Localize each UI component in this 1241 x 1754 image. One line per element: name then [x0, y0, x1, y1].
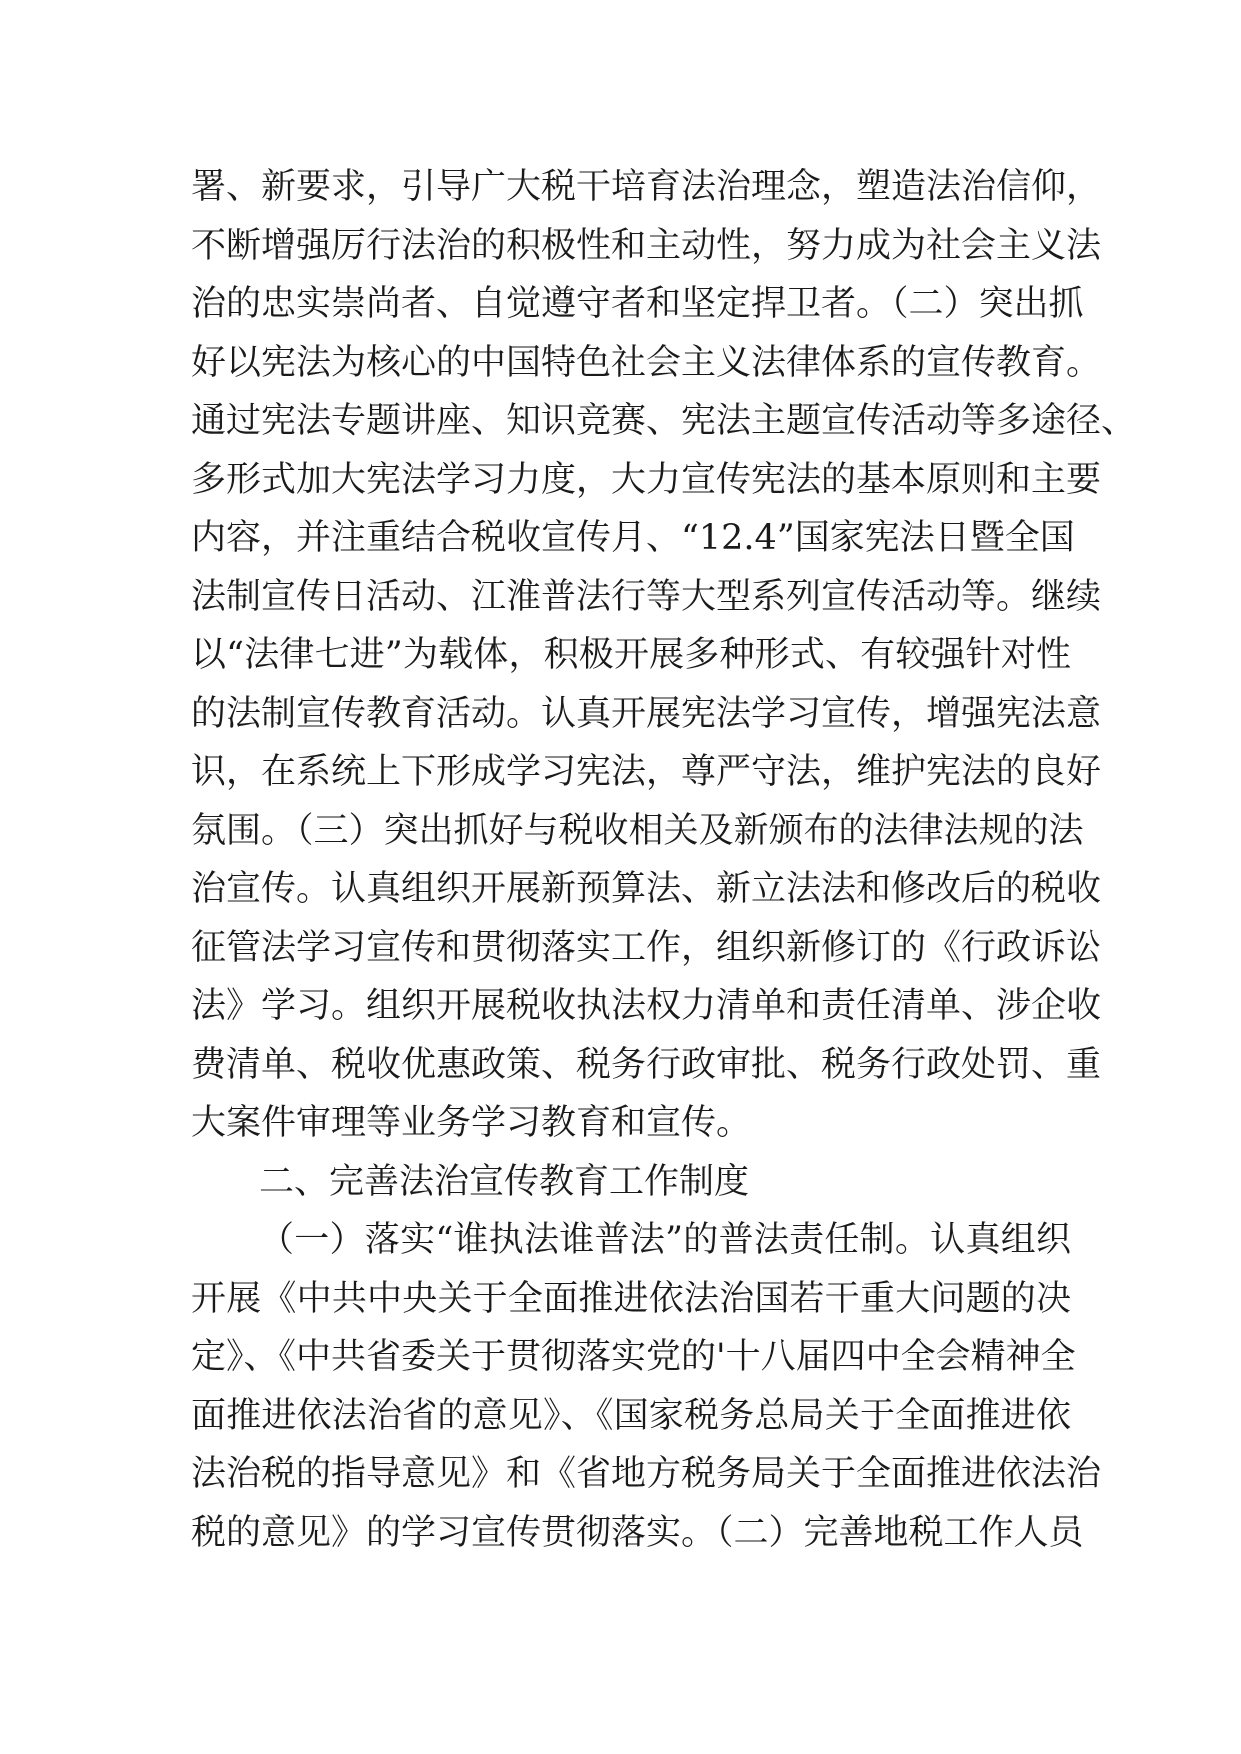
text-line: 法治税的指导意见》和《省地方税务局关于全面推进依法治	[191, 1454, 1102, 1494]
text-line: 以“法律七进”为载体，积极开展多种形式、有较强针对性	[191, 635, 1071, 675]
text-line: 多形式加大宪法学习力度，大力宣传宪法的基本原则和主要	[191, 459, 1102, 500]
text-line: 法制宣传日活动、江淮普法行等大型系列宣传活动等。继续	[191, 576, 1102, 617]
text-line: 识，在系统上下形成学习宪法，尊严守法，维护宪法的良好	[191, 752, 1102, 792]
text-line: 通过宪法专题讲座、知识竞赛、宪法主题宣传活动等多途径、	[191, 401, 1137, 441]
section-heading: 二、完善法治宣传教育工作制度	[259, 1161, 750, 1202]
text-line: 不断增强厉行法治的积极性和主动性，努力成为社会主义法	[191, 225, 1102, 266]
text-line: 法》学习。组织开展税收执法权力清单和责任清单、涉企收	[191, 986, 1102, 1026]
text-line: 费清单、税收优惠政策、税务行政审批、税务行政处罚、重	[191, 1044, 1102, 1085]
text-line: 大案件审理等业务学习教育和宣传。	[191, 1103, 752, 1143]
text-line: 内容，并注重结合税收宣传月、“12.4”国家宪法日暨全国	[191, 518, 1075, 558]
text-line: 好以宪法为核心的中国特色社会主义法律体系的宣传教育。	[191, 342, 1102, 383]
text-line: 氛围。（三）突出抓好与税收相关及新颁布的法律法规的法	[191, 810, 1084, 851]
text-line: 署、新要求，引导广大税干培育法治理念，塑造法治信仰，	[191, 167, 1102, 207]
document-body	[191, 158, 1137, 1562]
text-line: （一）落实“谁执法谁普法”的普法责任制。认真组织	[259, 1220, 1071, 1260]
text-line: 开展《中共中央关于全面推进依法治国若干重大问题的决	[191, 1278, 1071, 1319]
text-line: 的法制宣传教育活动。认真开展宪法学习宣传，增强宪法意	[191, 693, 1102, 734]
text-line: 定》、《中共省委关于贯彻落实党的'十八届四中全会精神全	[191, 1337, 1076, 1377]
text-line: 治的忠实崇尚者、自觉遵守者和坚定捍卫者。（二）突出抓	[191, 284, 1084, 324]
text-line: 税的意见》的学习宣传贯彻落实。（二）完善地税工作人员	[191, 1512, 1084, 1553]
text-line: 面推进依法治省的意见》、《国家税务总局关于全面推进依	[191, 1395, 1071, 1436]
text-line: 征管法学习宣传和贯彻落实工作，组织新修订的《行政诉讼	[191, 927, 1102, 968]
text-line: 治宣传。认真组织开展新预算法、新立法法和修改后的税收	[191, 869, 1102, 909]
